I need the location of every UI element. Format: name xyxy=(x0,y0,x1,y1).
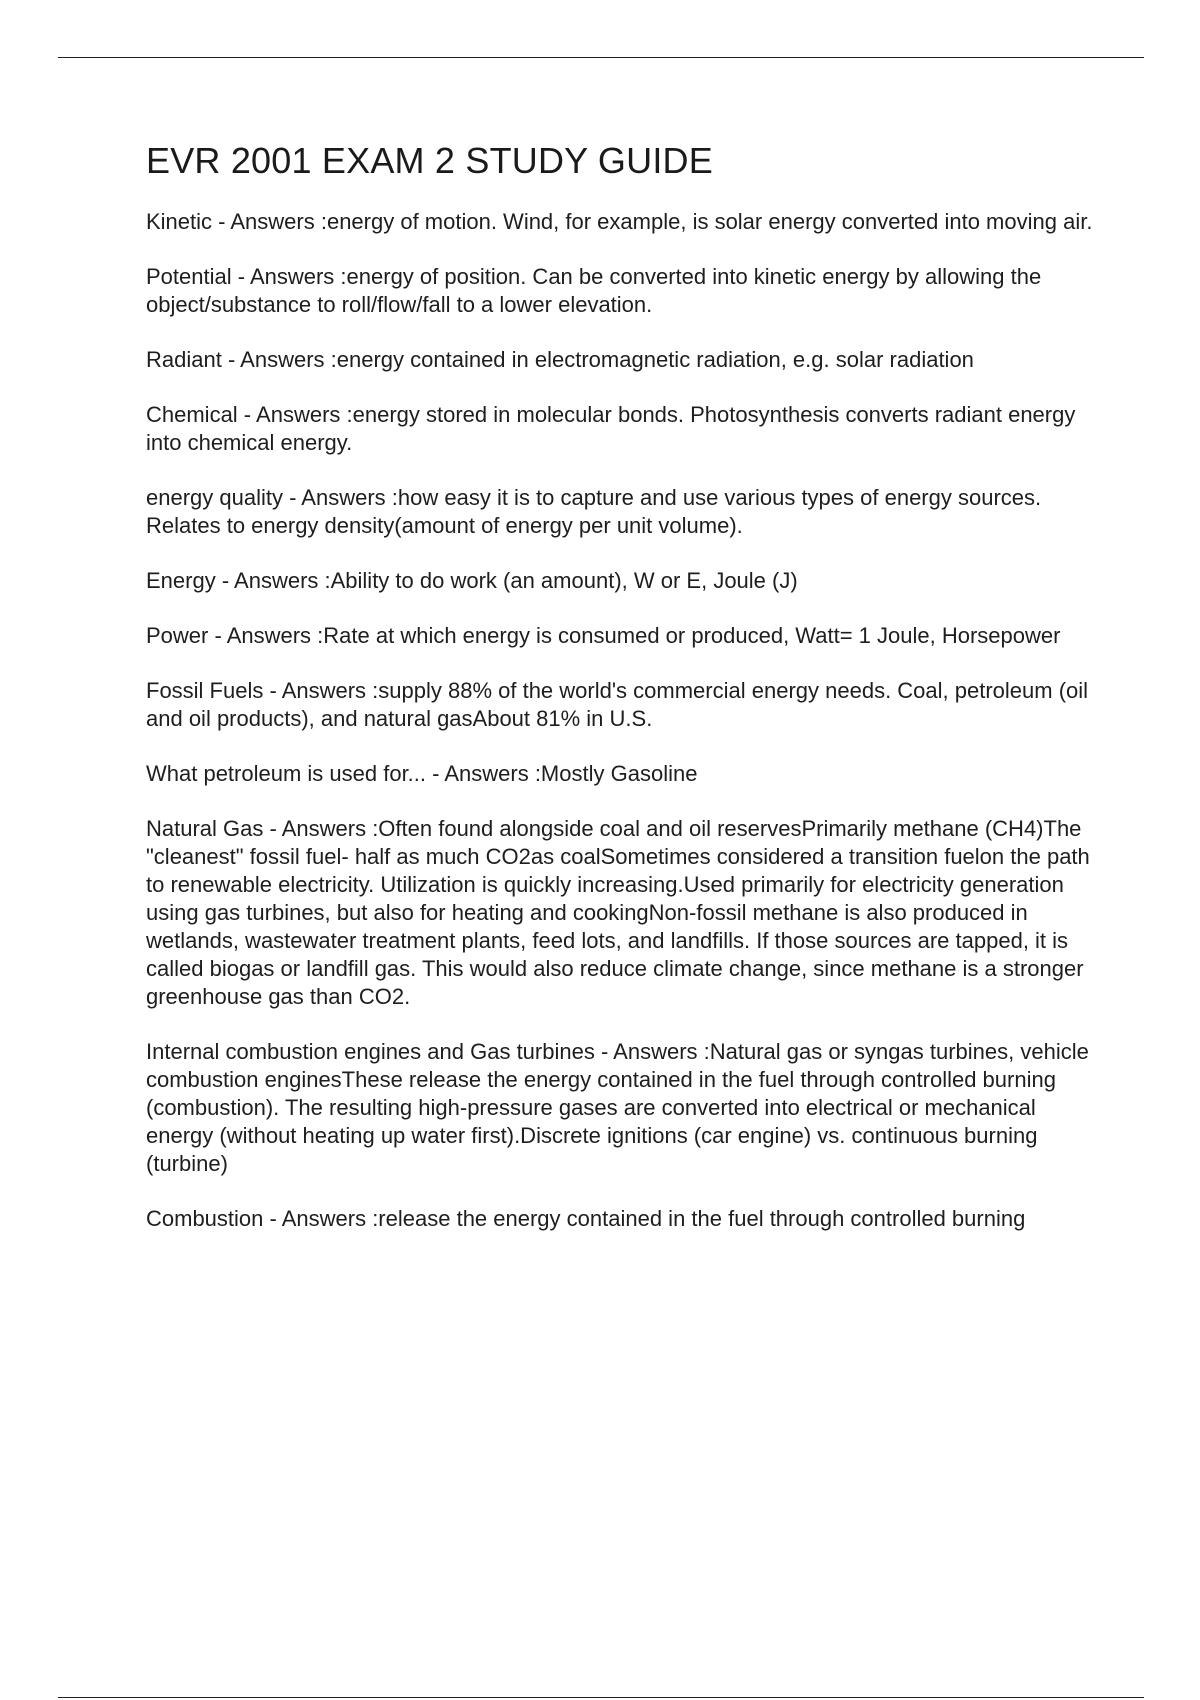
top-rule xyxy=(58,57,1144,58)
entry-power: Power - Answers :Rate at which energy is consumed or produced, Watt= 1 Joule, Horsepower xyxy=(146,623,1061,648)
entry-radiant: Radiant - Answers :energy contained in electromagnetic radiation, e.g. solar radiation xyxy=(146,347,974,372)
bottom-rule xyxy=(58,1697,1144,1698)
entry-combustion: Combustion - Answers :release the energy contained in the fuel through controlled burning xyxy=(146,1206,1026,1231)
entry-combustion-engines: Internal combustion engines and Gas turbines - Answers :Natural gas or syngas turbines, vehicle combustion enginesThese release the energy contained in the fuel through controlled burning (combustion). The resulting high-pressure gases are converted into electrical or mechanical energy (without heating up water first).Discrete ignitions (car engine) vs. continuous burning (turbine) xyxy=(146,1039,1089,1176)
entry-potential: Potential - Answers :energy of position. Can be converted into kinetic energy by allowing the object/substance to roll/flow/fall to a lower elevation. xyxy=(146,264,1042,317)
entry-kinetic: Kinetic - Answers :energy of motion. Wind, for example, is solar energy converted into moving air. xyxy=(146,209,1093,234)
entry-fossil-fuels: Fossil Fuels - Answers :supply 88% of the world's commercial energy needs. Coal, petroleum (oil and oil products), and natural gasAbout 81% in U.S. xyxy=(146,678,1089,731)
page-title: EVR 2001 EXAM 2 STUDY GUIDE xyxy=(146,140,713,181)
document-body xyxy=(146,140,1096,1260)
entry-natural-gas: Natural Gas - Answers :Often found alongside coal and oil reservesPrimarily methane (CH4)The "cleanest" fossil fuel- half as much CO2as coalSometimes considered a transition fuelon the path to renewable electricity. Utilization is quickly increasing.Used primarily for electricity generation using gas turbines, but also for heating and cookingNon-fossil methane is also produced in wetlands, wastewater treatment plants, feed lots, and landfills. If those sources are tapped, it is called biogas or landfill gas. This would also reduce climate change, since methane is a stronger greenhouse gas than CO2. xyxy=(146,816,1090,1009)
entry-petroleum-use: What petroleum is used for... - Answers :Mostly Gasoline xyxy=(146,761,698,786)
entry-energy-quality: energy quality - Answers :how easy it is to capture and use various types of energy sources. Relates to energy density(amount of energy per unit volume). xyxy=(146,485,1042,538)
entry-chemical: Chemical - Answers :energy stored in molecular bonds. Photosynthesis converts radiant energy into chemical energy. xyxy=(146,402,1076,455)
entry-energy: Energy - Answers :Ability to do work (an amount), W or E, Joule (J) xyxy=(146,568,798,593)
